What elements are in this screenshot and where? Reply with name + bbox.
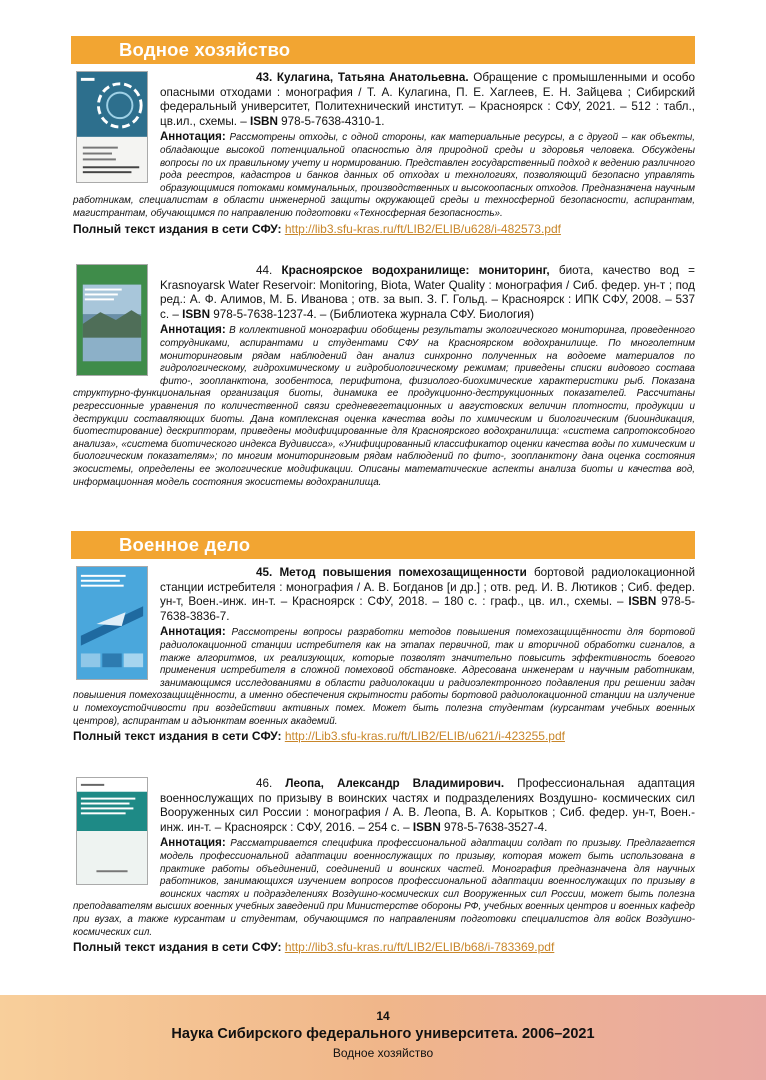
annotation-label: Аннотация: [160, 626, 226, 639]
entry-biblio: биота, качество вод = Krasnoyarsk Water Reservoir: Monitoring, Biota, Water Quality : монография / Сиб. федер. ун-т ; под ред.: А. Ф. Алимов, М. Б. Иванова ; отв. за вып. З. Г. Гольд. – Красноярск : ИПК СФУ, 2008. – 537 с. – [160, 264, 696, 321]
full-text-label: Полный текст издания в сети СФУ: [73, 221, 282, 236]
full-text-line [73, 728, 695, 744]
annotation-label: Аннотация: [160, 837, 226, 850]
bibliographic-record [73, 566, 695, 624]
full-text-link[interactable]: http://lib3.sfu-kras.ru/ft/LIB2/ELIB/u628/i-482573.pdf [284, 221, 561, 236]
catalog-entry [73, 777, 695, 955]
entry-number: 45. [256, 566, 273, 579]
full-text-link[interactable]: http://lib3.sfu-kras.ru/ft/LIB2/ELIB/b68/i-783369.pdf [284, 940, 555, 955]
section-header-water: Водное хозяйство [71, 36, 695, 64]
full-text-link[interactable]: http://Lib3.sfu-kras.ru/ft/LIB2/ELIB/u621/i-423255.pdf [284, 729, 565, 744]
full-text-label: Полный текст издания в сети СФУ: [73, 940, 282, 955]
full-text-line [73, 221, 695, 237]
entry-author: Метод повышения помехозащищенности [279, 566, 527, 579]
footer-title: Наука Сибирского федерального университета. 2006–2021 [171, 1026, 595, 1042]
isbn-label: ISBN [249, 114, 278, 128]
entry-isbn: 978-5-7638-4310-1. [277, 114, 385, 128]
entry-author: Красноярское водохранилище: мониторинг, [281, 264, 550, 277]
annotation [73, 626, 695, 728]
annotation-label: Аннотация: [160, 131, 226, 144]
bibliographic-record [73, 777, 695, 835]
entry-author: Кулагина, Татьяна Анатольевна. [276, 71, 469, 84]
isbn-label: ISBN [182, 307, 211, 321]
annotation [73, 324, 695, 489]
annotation-text: Рассмотрены вопросы разработки методов повышения помехозащищённости для бортовой радиолокационной станции истребителя как на этапах первичной, так и вторичной обработки сигналов, а также алгоритмов, их реализующих, которые позволят значительно повысить эффективность боевого применения истребителя в сложной помеховой обстановке. Адресована инженерам и научным работникам, занимающимся исследованиями в области радиолокации и радиоэлектронного подавления при решении задач повышения помехозащищённости, а именно обеспечения скрытности работы бортовой радиолокационной станции на излучение и помехоустойчивости при воздействии активных помех. Может быть полезна студентам (курсантам учебных военных центров), аспирантам и адъюнктам военных академий. [73, 627, 695, 727]
entry-number: 46. [256, 777, 273, 790]
catalog-entry [73, 566, 695, 744]
book-cover-image[interactable] [76, 71, 148, 183]
entry-author: Леопа, Александр Владимирович. [285, 777, 505, 790]
page-number: 14 [376, 1009, 390, 1023]
book-cover-image[interactable] [76, 264, 148, 376]
entry-biblio: бортовой радиолокационной станции истребителя : монография / А. В. Богданов [и др.] ; отв. ред. И. В. Лютиков ; Сиб. федер. ун-т, Воен.-инж. ин-т. – Красноярск : СФУ, 2018. – 180 с. : граф., цв. ил., схемы. – [160, 566, 695, 609]
entry-number: 44. [256, 264, 273, 277]
entry-isbn: 978-5-7638-3836-7. [160, 595, 695, 623]
catalog-entry [73, 264, 695, 489]
section-header-military: Военное дело [71, 531, 695, 559]
isbn-label: ISBN [628, 595, 657, 609]
annotation-text: Рассматривается специфика профессиональной адаптации солдат по призыву. Предлагается модель профессиональной адаптации военнослужащих по призыву, которая может быть использована в практике работы объединений, соединений и воинских частей. Монография предназначена для научных работников, занимающихся изучением вопросов профессиональной адаптации военнослужащих по призыву в воинских частях и подразделениях Воздушно-космических сил Вооруженных сил России, может быть полезна преподавателям высших военных учебных заведений при Министерстве обороны РФ, учебных военных центров и военных кафедр при вузах, а также курсантам и студентам, обучающимся по направлениям подготовки специалистов для войск Воздушно-космических сил. [73, 838, 695, 938]
book-cover-image[interactable] [76, 566, 148, 680]
isbn-label: ISBN [412, 820, 441, 834]
entry-isbn: 978-5-7638-1237-4. – (Библиотека журнала СФУ. Биология) [210, 307, 535, 321]
book-cover-image[interactable] [76, 777, 148, 885]
entry-biblio: Обращение с промышленными и особо опасными отходами : монография / Т. А. Кулагина, П. Е. Хаглеев, Е. Н. Зайцева ; Сибирский федеральный университет, Политехнический институт. – Красноярск : СФУ, 2021. – 512 : табл., цв.ил., схемы. – [160, 71, 695, 128]
annotation-text: В коллективной монографии обобщены результаты экологического мониторинга, проведенного сотрудниками, аспирантами и студентами СФУ на Красноярском водохранилище. По многолетним мониторинговым рядам наблюдений дан анализ синхронно полученных на водоеме материалов по гидрологическому, гидрохимическому и гидробиологическому режимам; приведены списки видового состава фито-, зоопланктона, зообентоса, перифитона, физиолого-биохимические характеристики рыб. Показана структурно-функциональная организация биоты, динамика ее продукционно-деструкционных показателей. Рассчитаны регрессионные уравнения по количественной связи средневегетационных и августовских величин плотности, продукции и деструкции составляющих биоты. Дана комплексная оценка качества воды по химическим и биологическим (биоиндикация, биотестирование) дескрипторам, приведены модифицированные для Красноярского водохранилища: «система сапротоксобного анализа», «система биотического индекса Вудивисса», «Унифицированный классификатор оценки качества воды по химическим и биологическим показателям»; по многим мониторинговым рядам наблюдений по фито-, зоопланктону дана оценка состояния экосистемы, определены ее экологические модификации. Описаны математические аспекты анализа биоты и качества вод, информационная модель состояния экосистемы водохранилища. [73, 325, 695, 488]
annotation [73, 837, 695, 939]
catalog-entry [73, 71, 695, 237]
full-text-label: Полный текст издания в сети СФУ: [73, 729, 282, 744]
entry-biblio: Профессиональная адаптация военнослужащих по призыву в воинских частях и подразделениях Воздушно- космических сил Вооруженных сил России : монография / А. В. Леопа, В. А. Корытков ; Сиб. федер. ун-т, Воен.-инж. ин-т. – Красноярск : СФУ, 2016. – 254 с. – [160, 777, 695, 834]
annotation-text: Рассмотрены отходы, с одной стороны, как материальные ресурсы, а с другой – как объекты, обладающие высокой потенциальной опасностью для природной среды и здоровья человека. Обсуждены вопросы по их правильному учету и нормированию. Представлен государственный подход к ведению различного рода реестров, кадастров и банков данных об отходах и технологиях, позволяющий безопасно управлять образующимися потоками коммунальных, производственных и высокоопасных отходов. Предназначена научным работникам, специалистам в области инженерной защиты окружающей среды и техносферной безопасности, аспирантам, магистрантам, обучающимся по направлению подготовки «Техносферная безопасность». [73, 132, 695, 219]
page-footer [0, 995, 766, 1080]
annotation [73, 131, 695, 220]
annotation-label: Аннотация: [160, 324, 226, 337]
entry-number: 43. [256, 71, 273, 84]
bibliographic-record [73, 71, 695, 129]
full-text-line [73, 939, 695, 955]
entry-isbn: 978-5-7638-3527-4. [440, 820, 548, 834]
bibliographic-record [73, 264, 695, 322]
footer-subtitle: Водное хозяйство [332, 1046, 434, 1060]
